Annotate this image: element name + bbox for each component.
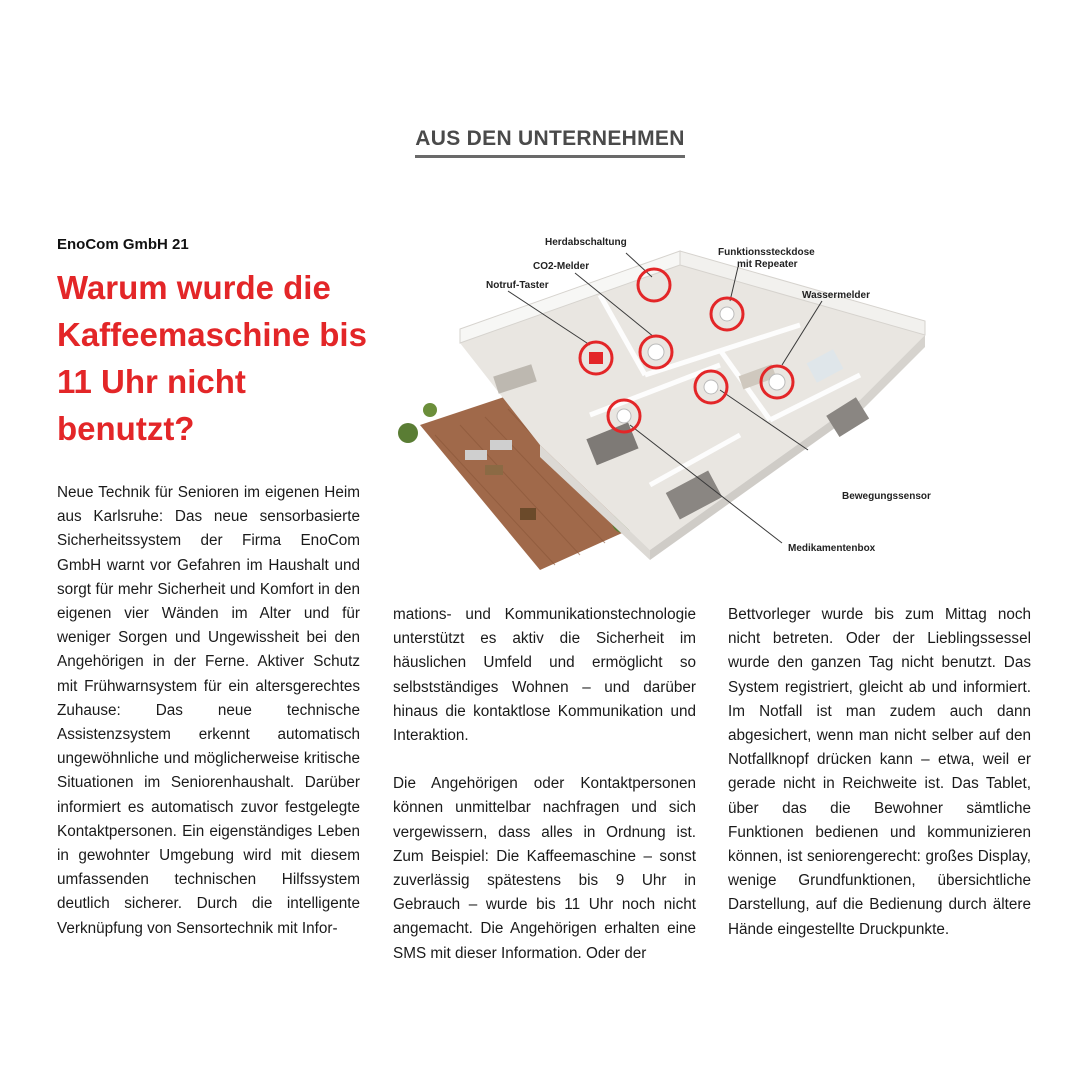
- label-bewegungssensor: Bewegungssensor: [842, 491, 931, 502]
- label-mit-repeater: mit Repeater: [737, 259, 798, 270]
- bush: [398, 423, 418, 443]
- bush: [423, 403, 437, 417]
- floorplan-3d-drawing: [390, 225, 950, 570]
- paragraph: Neue Technik für Senioren im eigenen Heim aus Karlsruhe: Das neue sensorbasierte Sicherheitssystem der Firma EnoCom GmbH warnt vor Gefahren im Haushalt und sorgt für mehr Sicherheit und Komfort in den eigenen vier Wänden im Alter und für weniger Sorgen und Ungewissheit bei den Angehörigen in der Ferne. Aktiver Schutz mit Frühwarnsystem für ein altersgerechtes Zuhause: Das neue technische Assistenzsystem erkennt automatisch ungewöhnliche und möglicherweise kritische Situationen im Seniorenhaushalt. Darüber informiert es automatisch zuvor festgelegte Kontaktpersonen. Ein eigenständiges Leben in gewohnter Umgebung wird mit diesem umfassenden technischen Hilfssystem deutlich sicherer. Durch die intelligente Verknüpfung von Sensortechnik mit Infor-: [57, 484, 360, 937]
- apartment-illustration: [390, 225, 950, 570]
- headline: Warum wurde die Kaffeemaschine bis 11 Uhr nicht benutzt?: [57, 269, 367, 447]
- article-column-1: [57, 481, 360, 941]
- company-name: EnoCom GmbH 21: [57, 236, 189, 253]
- label-notruf-taster: Notruf-Taster: [486, 280, 549, 291]
- article-column-2: [393, 603, 696, 966]
- article-column-3: [728, 603, 1031, 942]
- label-herdabschaltung: Herdabschaltung: [545, 237, 627, 248]
- paragraph: Die Angehörigen oder Kontaktpersonen können unmittelbar nachfragen und sich vergewissern, dass alles in Ordnung ist. Zum Beispiel: Die Kaffeemaschine – sonst zuverlässig spätestens bis 9 Uhr in Gebrauch – wurde bis 11 Uhr noch nicht angemacht. Die Angehörigen erhalten eine SMS mit dieser Information. Oder der: [393, 775, 696, 962]
- section-title: AUS DEN UNTERNEHMEN: [415, 127, 684, 158]
- label-wassermelder: Wassermelder: [802, 290, 870, 301]
- label-co2-melder: CO2-Melder: [533, 261, 590, 272]
- label-funktionssteckdose: Funktionssteckdose: [718, 247, 815, 258]
- label-medikamentenbox: Medikamentenbox: [788, 543, 876, 554]
- paragraph: mations- und Kommunikationstechnologie unterstützt es aktiv die Sicherheit im häuslichen Umfeld und ermöglicht so selbstständiges Wohnen – und darüber hinaus die kontaktlose Kommunikation und Interaktion.: [393, 606, 696, 745]
- section-header: [0, 127, 1080, 158]
- paragraph: Bettvorleger wurde bis zum Mittag noch nicht betreten. Oder der Lieblingssessel wurde den ganzen Tag nicht benutzt. Das System registriert, gleicht ab und informiert. Im Notfall ist man zudem auch dann abgesichert, wenn man nicht selber auf den Notfallknopf drücken kann – etwa, weil er gerade nicht in Reichweite ist. Das Tablet, über das die Bewohner sämtliche Funktionen bedienen und kommunizieren können, ist seniorengerecht: großes Display, wenige Grundfunktionen, übersichtliche Darstellung, auf die Bedienung durch ältere Hände eingestellte Druckpunkte.: [728, 606, 1031, 938]
